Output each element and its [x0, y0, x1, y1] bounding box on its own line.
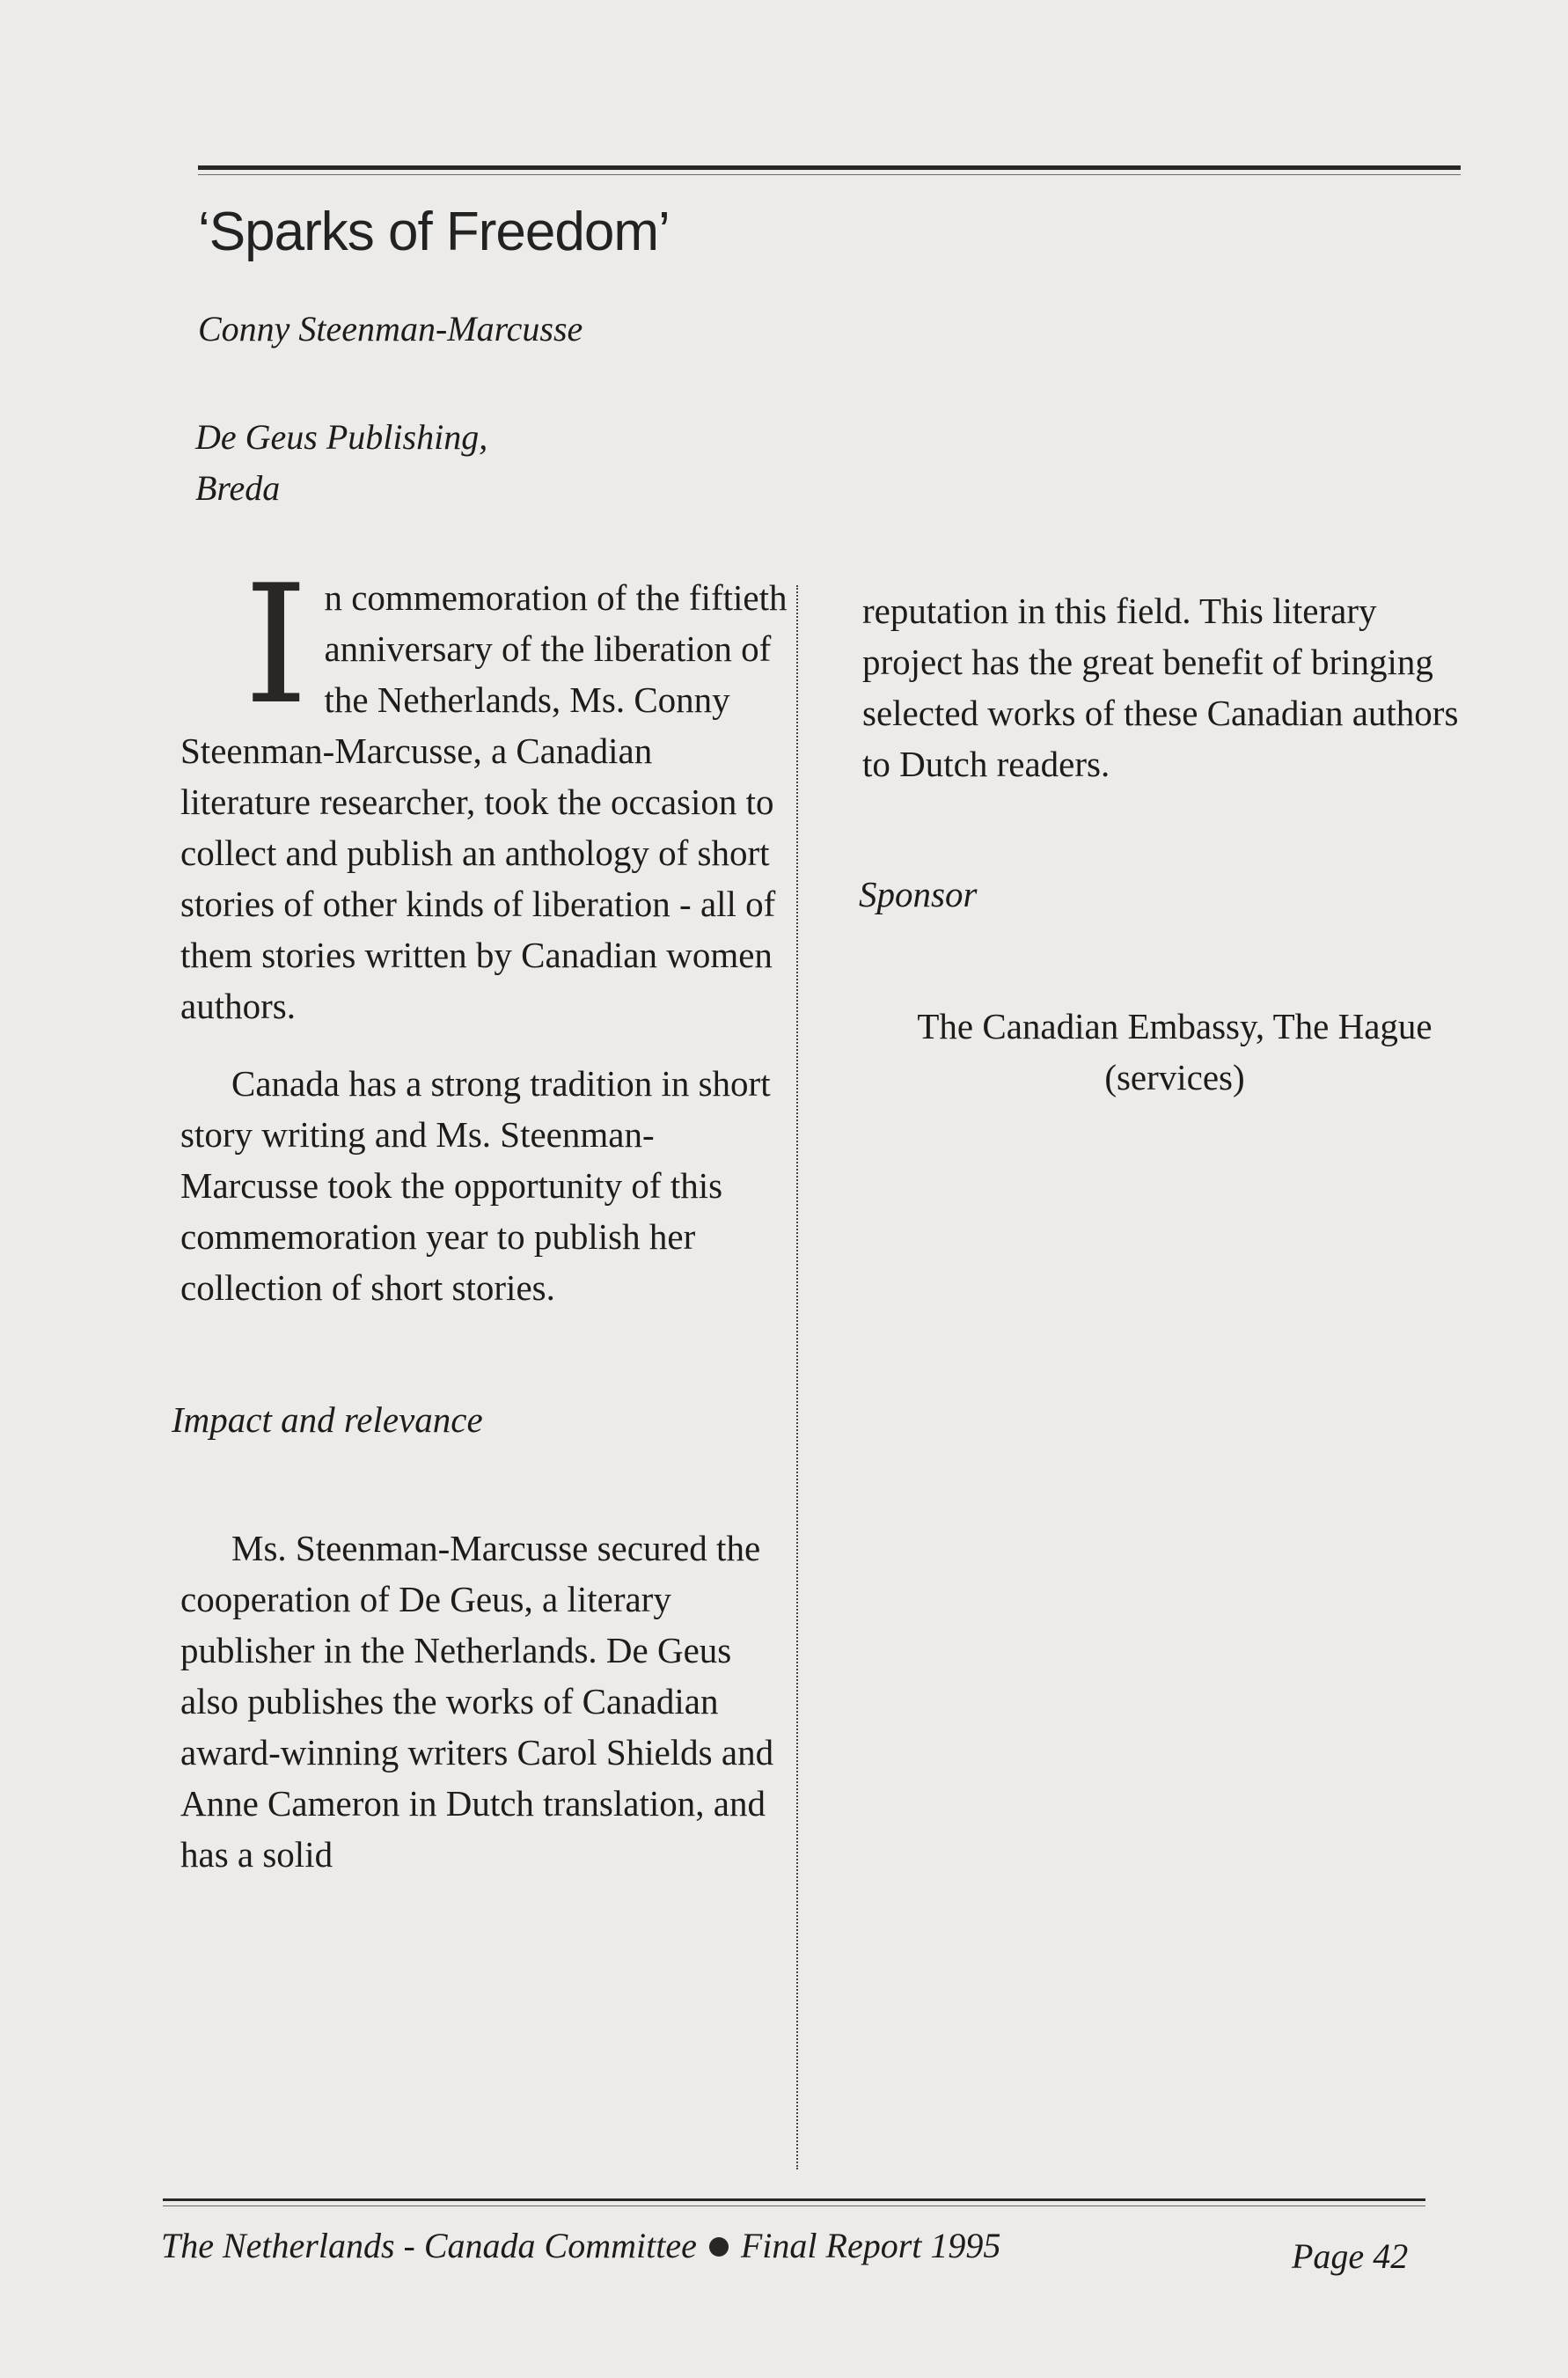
body-paragraph-4: reputation in this field. This literary project has the great benefit of bringing selected works of these Canadian authors to Dutch readers. [862, 591, 1459, 784]
impact-heading: Impact and relevance [172, 1399, 483, 1440]
left-column [172, 549, 788, 1880]
publisher-name: De Geus Publishing, [195, 417, 488, 457]
page-number: Page 42 [1292, 2236, 1409, 2276]
drop-cap: I [244, 549, 309, 740]
body-paragraph-3: Ms. Steenman-Marcusse secured the cooperation of De Geus, a literary publisher in the Netherlands. De Geus also publishes the works of Canadian award-winning writers Carol Shields and Anne Cameron in Dutch translation, and has a solid [180, 1528, 774, 1875]
footer-report: Final Report 1995 [740, 2226, 1001, 2265]
article-title: ‘Sparks of Freedom’ [198, 202, 670, 262]
sponsor-name: The Canadian Embassy, The Hague (services) [917, 1006, 1432, 1097]
body-paragraph-1 [180, 549, 788, 1031]
column-divider [796, 585, 798, 2169]
footer-title [161, 2225, 1000, 2266]
bullet-icon [709, 2237, 729, 2257]
right-column [859, 585, 1461, 1103]
header-rule-thin [198, 174, 1461, 175]
header-rule [198, 165, 1461, 170]
body-paragraph-2: Canada has a strong tradition in short story writing and Ms. Steenman-Marcusse took the opportunity of this commemoration year to publish her collection of short stories. [180, 1063, 771, 1308]
body-paragraph-1-text: n commemoration of the fiftieth anniversary of the liberation of the Netherlands, Ms. Conny Steenman-Marcusse, a Canadian literature researcher, took the occasion to collect and publish an anthology of short stories of other kinds of liberation - all of them stories written by Canadian women authors. [180, 577, 788, 1026]
article-publisher [195, 412, 487, 514]
footer-rule [163, 2198, 1425, 2201]
footer-committee: The Netherlands - Canada Committee [161, 2226, 697, 2265]
sponsor-heading: Sponsor [859, 874, 978, 914]
publisher-city: Breda [195, 468, 281, 508]
article-author: Conny Steenman-Marcusse [198, 309, 583, 349]
